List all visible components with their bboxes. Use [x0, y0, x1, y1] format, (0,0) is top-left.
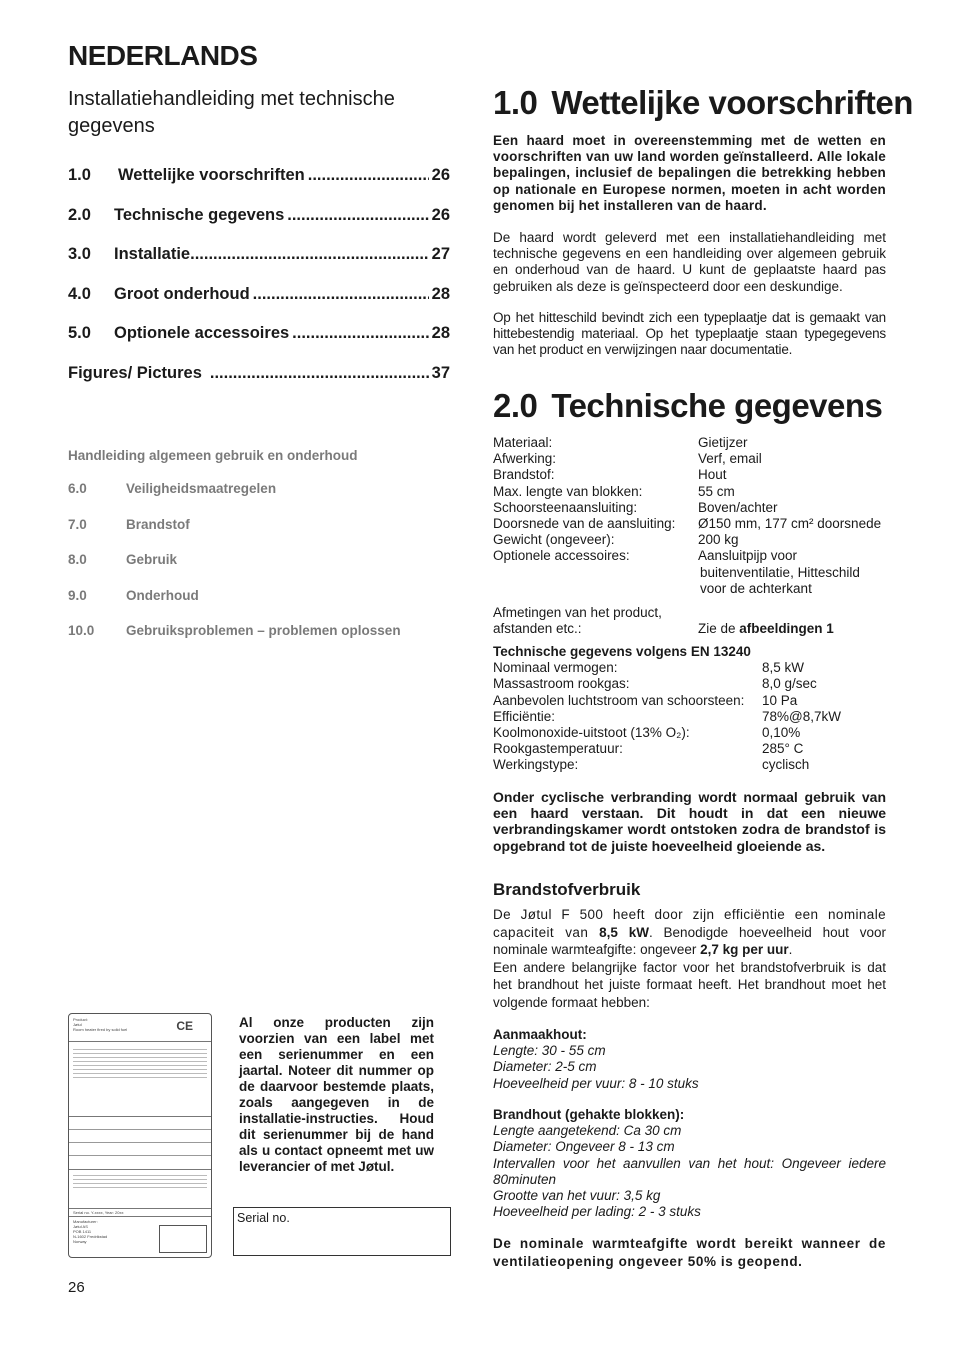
spec-row: Brandstof: Hout	[493, 467, 727, 483]
spec-row: Werkingstype: cyclisch	[493, 757, 810, 773]
en-title: Technische gegevens volgens EN 13240	[493, 644, 751, 659]
nameplate-illustration: Product: Jøtul Room heater fired by solid fuel CE Serial no. Y-xxxx, Year: 20xx Manufacturer: Jøtul AS POB 1411 N-1602 Fredrikstad Norway	[68, 1013, 212, 1258]
serial-label: Serial no.	[237, 1211, 290, 1225]
spec-row: Aanbevolen luchtstroom van schoorsteen: 10 Pa	[493, 692, 798, 708]
spec-row: Schoorsteenaansluiting: Boven/achter	[493, 499, 778, 515]
label-instructions: Al onze producten zijn voorzien van een label met een serienummer en een jaartal. Noteer dit nummer op de daarvoor bestemde plaats, zoals aangegeven in de installatie-instructies. Houd dit serienummer bij de hand als u contact opneemt met uw leverancier of met Jøtul.	[239, 1015, 434, 1174]
final-note: De nominale warmteafgifte wordt bereikt wanneer de ventilatieopening ongeveer 50% is geopend.	[493, 1236, 886, 1269]
fuel-heading: Brandstofverbruik	[493, 880, 641, 899]
spec-row: voor de achterkant	[700, 580, 812, 596]
spec-row: Optionele accessoires: Aansluitpijp voor	[493, 548, 798, 564]
ce-mark: CE	[176, 1019, 193, 1033]
toc-entry[interactable]: 4.0 Groot onderhoud ..... 28	[68, 285, 450, 325]
table-of-contents	[68, 166, 450, 403]
document-subtitle: Installatiehandleiding met technische gegevens	[68, 88, 395, 137]
spec-row: buitenventilatie, Hitteschild	[700, 564, 860, 580]
spec-row: afstanden etc.: Zie de afbeeldingen 1	[493, 621, 834, 637]
spec-row: Max. lengte van blokken: 55 cm	[493, 483, 735, 499]
language-title: NEDERLANDS	[68, 40, 258, 71]
dims-label-1: Afmetingen van het product,	[493, 605, 662, 621]
spec-row: Rookgastemperatuur: 285° C	[493, 741, 804, 757]
spec-row: Massastroom rookgas: 8,0 g/sec	[493, 676, 817, 692]
toc-entry[interactable]: 5.0 Optionele accessoires ..... 28	[68, 324, 450, 364]
toc-entry[interactable]: 3.0 Installatie ..... 27	[68, 245, 450, 285]
page-number: 26	[68, 1279, 85, 1296]
cyclic-note: Onder cyclische verbranding wordt normaal gebruik van een haard verstaan. Dit houdt in dat een nieuwe verbrandingskamer wordt ontstoken zodra de brandstof is opgebrand tot de juiste hoeveelheid gloeiende as.	[493, 789, 886, 854]
toc-entry[interactable]: 1.0 Wettelijke voorschriften ..... 26	[68, 166, 450, 206]
manual-entry: 9.0 Onderhoud	[68, 587, 199, 603]
toc-entry-figures[interactable]: Figures/ Pictures ..... 37	[68, 364, 450, 404]
section2-heading: 2.0 Technische gegevens	[493, 387, 883, 424]
spec-row: Koolmonoxide-uitstoot (13% O₂): 0,10%	[493, 725, 801, 741]
fuel-paragraph: De Jøtul F 500 heeft door zijn efficiëntie een nominale capaciteit van 8,5 kW. Benodigde hoeveelheid hout voor nominale warmteafgifte: ongeveer 2,7 kg per uur.	[493, 907, 886, 957]
manual-entry: 10.0 Gebruiksproblemen – problemen oplossen	[68, 623, 401, 638]
spec-row: Doorsnede van de aansluiting: Ø150 mm, 177 cm² doorsnede	[493, 516, 882, 532]
manual-entry: 7.0 Brandstof	[68, 516, 190, 532]
technical-specs	[493, 435, 886, 637]
section1-paragraph: De haard wordt geleverd met een installatiehandleiding met technische gegevens en een handleiding over algemeen gebruik en onderhoud van de haard. U kunt de geplaatste haard pas gebruiken als deze is geïnspecteerd door een deskundige.	[493, 230, 886, 294]
serial-number-field[interactable]	[233, 1207, 451, 1256]
toc-entry[interactable]: 2.0 Technische gegevens ..... 26	[68, 206, 450, 246]
spec-row: Gewicht (ongeveer): 200 kg	[493, 532, 739, 548]
manual-entry: 6.0 Veiligheidsmaatregelen	[68, 481, 277, 496]
manual-title: Handleiding algemeen gebruik en onderhoud	[68, 448, 358, 463]
spec-row: Materiaal: Gietijzer	[493, 435, 748, 450]
general-manual-contents	[68, 448, 450, 659]
fuel-consumption	[493, 906, 886, 1011]
spec-row: Efficiëntie: 78%@8,7kW	[493, 708, 841, 724]
fuel-paragraph: Een andere belangrijke factor voor het brandstofverbruik is dat het brandhout het juiste formaat heeft. Het brandhout moet het volgende formaat hebben:	[493, 959, 886, 1010]
kindling: Aanmaakhout: Lengte: 30 - 55 cm Diameter: 2-5 cm Hoeveelheid per vuur: 8 - 10 stuks	[493, 1027, 699, 1091]
spec-row: Afwerking: Verf, email	[493, 451, 762, 467]
manual-entry: 8.0 Gebruik	[68, 552, 178, 567]
spec-row: Nominaal vermogen: 8,5 kW	[493, 660, 805, 676]
section1-paragraph: Op het hitteschild bevindt zich een typeplaatje dat is gemaakt van hittebestendig materiaal. Op het typeplaatje staan typegegevens van het product en verwijzingen naar documentatie.	[493, 310, 886, 358]
en-13240-specs	[493, 644, 886, 774]
section1-intro: Een haard moet in overeenstemming met de wetten en voorschriften van uw land worden geïnstalleerd. Alle lokale bepalingen, inclusief de bepalingen die betrekking hebben op nationale en Europese normen, moeten in acht worden genomen bij het installeren van de haard.	[493, 133, 886, 213]
firewood: Brandhout (gehakte blokken): Lengte aangetekend: Ca 30 cm Diameter: Ongeveer 8 - 13 cm Intervallen voor het aanvullen van het hout: Ongeveer iedere 80minuten Grootte van het vuur: 3,5 kg Hoeveelheid per lading: 2 - 3 stuks	[493, 1107, 886, 1220]
section1-heading: 1.0 Wettelijke voorschriften	[493, 84, 913, 121]
